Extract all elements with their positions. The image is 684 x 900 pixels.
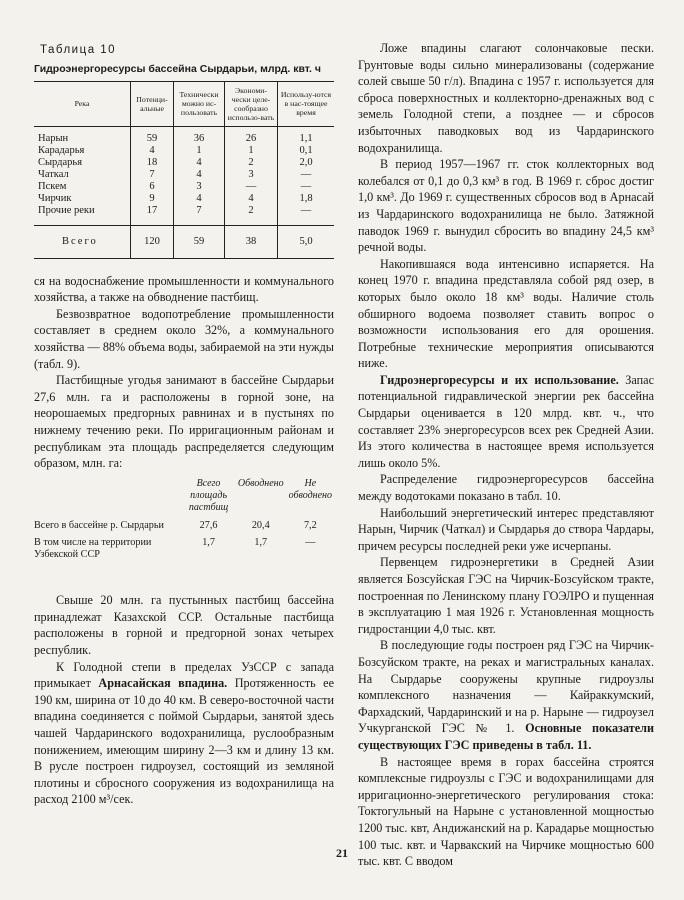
table-cell: 59 xyxy=(131,126,174,145)
existing-hps-reference: Основные показатели существующих ГЭС приведены в табл. 11. xyxy=(358,721,654,752)
pasture-cell: 1,7 xyxy=(254,537,268,549)
table-cell: 7 xyxy=(174,205,225,226)
table-cell: 2 xyxy=(225,157,278,169)
pasture-cell: 27,6 xyxy=(199,519,218,531)
table-row xyxy=(34,193,334,205)
right-paragraph-1: Ложе впадины слагают солончаковые пески. Грунтовые воды сильно минерализованы (содержание солей свыше 50 г/л). Впадина с 1957 г. используется для сброса поверхностных и коллекторно-дренажных вод с земель Голодной степи, а позднее — и сбросов избыточных паводковых вод из Чардаринского водохранилища. xyxy=(358,41,654,155)
table-row xyxy=(34,205,334,226)
table-cell: — xyxy=(278,169,335,181)
table-cell: Пскем xyxy=(38,180,67,192)
table-header-row xyxy=(34,81,334,126)
table-cell: 2 xyxy=(225,205,278,226)
table-cell: 3 xyxy=(174,181,225,193)
table-cell: Карадарья xyxy=(38,144,85,156)
right-paragraph-9: В настоящее время в горах бассейна строятся комплексные гидроузлы с ГЭС и водохранилищами для ирригационно-энергетического регулирования стока: Токтогульный на Нарыне с установленной мощностью 1200 тыс. квт, Андижанский на р. Карадарье мощностью 100 тыс. квт. и Чарвакский на Чирчике мощностью 600 тыс. квт. С вводом xyxy=(358,754,654,869)
table-row xyxy=(34,169,334,181)
left-paragraph-3: Пастбищные угодья занимают в бассейне Сырдарьи 27,6 млн. га и расположены в горной зоне, на неорошаемых предгорных равнинах и в пустынях по нижнему течению реки. По ирригационным районам и республикам эта площадь распределяется следующим образом, млн. га: xyxy=(34,373,334,471)
table-cell: 3 xyxy=(225,169,278,181)
table-total-row xyxy=(34,225,334,258)
pasture-table xyxy=(34,478,334,561)
table-row xyxy=(34,145,334,157)
left-column xyxy=(34,40,334,808)
right-paragraph-5: Распределение гидроэнергоресурсов бассейна между водотоками показано в табл. 10. xyxy=(358,472,654,504)
right-column xyxy=(358,40,654,870)
table-row xyxy=(34,181,334,193)
pasture-cell: 20,4 xyxy=(251,519,270,531)
table-cell: 4 xyxy=(225,193,278,205)
pasture-cell: — xyxy=(305,537,316,549)
pasture-header-unwatered: Не обводнено xyxy=(288,477,333,501)
table-cell: Чирчик xyxy=(38,192,72,204)
pasture-row xyxy=(34,531,334,560)
table-cell: 36 xyxy=(174,126,225,145)
table-cell: 4 xyxy=(174,157,225,169)
table-title: Гидроэнергоресурсы бассейна Сырдарьи, млрд. квт. ч xyxy=(34,62,321,75)
right-paragraph-8: В последующие годы построен ряд ГЭС на Чирчик-Бозсуйском тракте, на реках и магистральных каналах. На Сырдарье сооружены крупные гидроузлы комплексного назначения — Кайраккумский, Фархадский, Чардаринский и на р. Нарыне — гидроузел Учкурганской ГЭС № 1. Основные показатели существующих ГЭС приведены в табл. 11. xyxy=(358,638,654,752)
table-cell: 4 xyxy=(131,145,174,157)
table-cell: 1,8 xyxy=(278,193,335,205)
table-cell: Нарын xyxy=(38,132,69,144)
section-heading-hydro: Гидроэнергоресурсы и их использование. xyxy=(380,372,619,387)
table-total-cell: 120 xyxy=(131,225,174,258)
table-cell: 4 xyxy=(174,169,225,181)
table-cell: Сырдарья xyxy=(38,156,83,168)
right-paragraph-4: Гидроэнергоресурсы и их использование. Запас потенциальной гидравлической энергии рек бассейна Сырдарьи оценивается в 120 млрд. квт. ч., что составляет 23% энергоресурсов всех рек Средней Азии. Из этого количества в настоящее время используется лишь около 5%. xyxy=(358,372,654,470)
pasture-header-row xyxy=(34,478,334,514)
page-number: 21 xyxy=(336,846,348,860)
table-total-cell: 38 xyxy=(225,225,278,258)
table-cell: — xyxy=(278,181,335,193)
pasture-cell: Всего в бассейне р. Сырдарьи xyxy=(34,519,164,531)
right-paragraph-3: Накопившаяся вода интенсивно испаряется. На конец 1970 г. впадина представляла собой ряд озер, в которых было около 18 км³ воды. Наличие столь обширного водоема позволяет ставить вопрос о возможности использования его для орошения. Потребные технические мероприятия описываются ниже. xyxy=(358,256,654,371)
table-cell: 18 xyxy=(131,157,174,169)
hydro-resources-table xyxy=(34,81,334,259)
table-cell: — xyxy=(225,181,278,193)
header-technical: Технически можно ис-пользовать xyxy=(174,81,225,126)
left-paragraph-2: Безвозвратное водопотребление промышленности составляет в среднем около 32%, а коммунального хозяйства — 88% объема воды, забираемой на эти нужды (табл. 9). xyxy=(34,306,334,371)
table-total-cell: 5,0 xyxy=(278,225,335,258)
pasture-cell: 1,7 xyxy=(202,537,215,549)
table-cell: Чаткал xyxy=(38,168,69,180)
table-cell: 26 xyxy=(225,126,278,145)
table-cell: Прочие реки xyxy=(38,204,95,216)
right-paragraph-6: Наибольший энергетический интерес представляют Нарын, Чирчик (Чаткал) и Сырдарья до створа Чардары, причем ресурсы последней реки уже исчерпаны. xyxy=(358,505,654,553)
left-paragraph-4: Свыше 20 млн. га пустынных пастбищ бассейна принадлежат Казахской ССР. Остальные пастбища расположены в горной и предгорной зонах четырех республик. xyxy=(34,593,334,657)
table-cell: 6 xyxy=(131,181,174,193)
table-cell: 4 xyxy=(174,193,225,205)
table-cell: 1 xyxy=(225,145,278,157)
left-paragraph-1: ся на водоснабжение промышленности и коммунального хозяйства, а также на обводнение пастбищ. xyxy=(34,273,334,305)
header-economic: Экономи-чески целе-сообразно использо-вать xyxy=(225,81,278,126)
pasture-header-watered: Обводнено xyxy=(237,477,284,489)
pasture-cell: В том числе на территории Узбекской ССР xyxy=(34,537,152,560)
table-cell: 2,0 xyxy=(278,157,335,169)
left-paragraph-5: К Голодной степи в пределах УзССР с запада примыкает Арнасайская впадина. Протяженность ее 190 км, ширина от 10 до 40 км. В северо-восточной части впадина соединяется с поймой Сырдарьи, занятой здесь чашей Чардаринского водохранилища, руслообразным понижением, имеющим ширину 2—3 км и длину 13 км. В русле построен гидроузел, состоящий из земляной плотины и сбросного сооружения из водохранилища на расход 2100 м³/сек. xyxy=(34,659,335,807)
arnasai-depression-term: Арнасайская впадина. xyxy=(98,676,228,691)
table-cell: — xyxy=(278,205,335,226)
header-potential: Потенци-альные xyxy=(131,81,174,126)
table-caption: Таблица 10 xyxy=(40,44,117,56)
right-paragraph-7: Первенцем гидроэнергетики в Средней Азии является Бозсуйская ГЭС на Чирчик-Бозсуйском тракте, построенная по Ленинскому плану ГОЭЛРО и пущенная в эксплуатацию 1 мая 1926 г. Установленная мощность гидростанции 4,0 тыс. квт. xyxy=(358,555,654,636)
pasture-cell: 7,2 xyxy=(303,519,317,531)
pasture-row xyxy=(34,514,334,532)
table-row xyxy=(34,157,334,169)
header-river: Река xyxy=(34,81,131,126)
table-row xyxy=(34,126,334,145)
right-paragraph-2: В период 1957—1967 гг. сток коллекторных вод колебался от 0,1 до 0,3 км³ в год. В 1969 г. сброс достиг 1,0 км³. До 1969 г. существенных сбросов вод в Арнасай из Чардаринского водохранилища не было. Затяжной паводок 1969 г. вынудил сбросить во впадину 24,5 км³ речной воды. xyxy=(358,157,654,255)
table-cell: 9 xyxy=(131,193,174,205)
table-cell: 17 xyxy=(131,205,174,226)
pasture-header-total: Всего площадь пастбищ xyxy=(188,477,229,513)
table-total-cell: 59 xyxy=(174,225,225,258)
table-cell: 7 xyxy=(131,169,174,181)
table-cell: 1 xyxy=(174,145,225,157)
table-total-cell: Всего xyxy=(34,225,131,258)
table-cell: 0,1 xyxy=(278,145,335,157)
table-cell: 1,1 xyxy=(278,126,335,145)
header-used: Использу-ются в нас-тоящее время xyxy=(278,81,335,126)
